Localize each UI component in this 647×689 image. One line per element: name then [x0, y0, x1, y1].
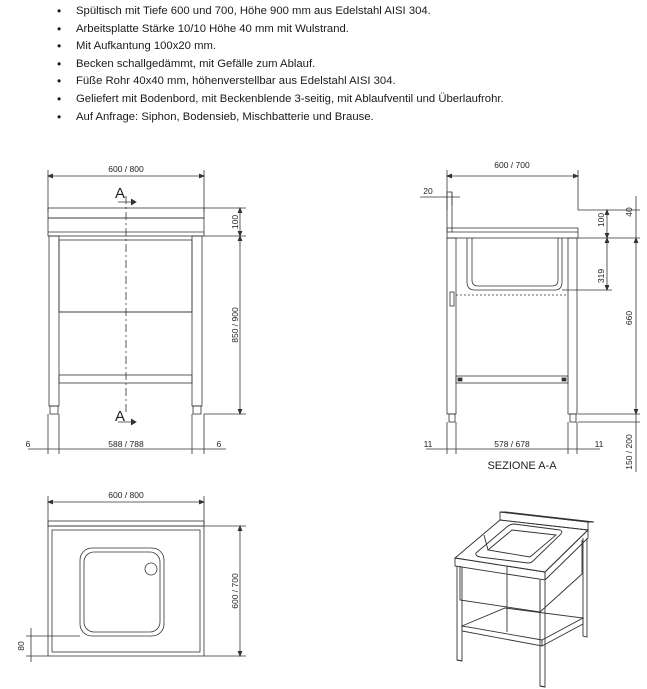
front-width-dimension: 600 / 800 [108, 164, 144, 174]
section-foot-right-dimension: 11 [594, 439, 604, 449]
front-height-dimension: 850 / 900 [230, 307, 240, 343]
isometric-sink-illustration [455, 512, 594, 687]
spec-item: • Arbeitsplatte Stärke 10/10 Höhe 40 mm mit Wulstrand. [54, 21, 504, 39]
front-top-dimension: 100 [230, 214, 240, 230]
plan-depth-dimension: 600 / 700 [230, 573, 240, 609]
section-mark-bottom: A [114, 408, 126, 425]
spec-item: • Spültisch mit Tiefe 600 und 700, Höhe 900 mm aus Edelstahl AISI 304. [54, 3, 504, 21]
spec-item: • Becken schallgedämmt, mit Gefälle zum Ablauf. [54, 56, 504, 74]
section-top-dimension: 100 [596, 212, 606, 228]
section-caption: SEZIONE A-A [487, 460, 557, 472]
section-worktop-dimension: 40 [624, 207, 634, 217]
front-inner-width-dimension: 588 / 788 [108, 439, 144, 449]
front-foot-right-dimension: 6 [216, 439, 222, 449]
spec-item: • Auf Anfrage: Siphon, Bodensieb, Mischbatterie und Brause. [54, 109, 504, 127]
section-inner-width-dimension: 578 / 678 [494, 439, 530, 449]
spec-item: • Füße Rohr 40x40 mm, höhenverstellbar aus Edelstahl AISI 304. [54, 73, 504, 91]
section-foot-adjust-dimension: 150 / 200 [624, 434, 634, 470]
plan-offset-dimension: 80 [16, 641, 26, 651]
section-view-drawing [420, 170, 640, 472]
plan-view-drawing [26, 496, 246, 662]
section-width-dimension: 600 / 700 [494, 160, 530, 170]
section-mark-top: A [114, 185, 126, 202]
section-foot-left-dimension: 11 [423, 439, 433, 449]
plan-width-dimension: 600 / 800 [108, 490, 144, 500]
front-foot-left-dimension: 6 [25, 439, 31, 449]
spec-item: • Mit Aufkantung 100x20 mm. [54, 38, 504, 56]
section-upstand-dimension: 20 [423, 186, 433, 196]
section-height-dimension: 660 [624, 310, 634, 326]
front-view-drawing [25, 170, 246, 454]
section-basin-dimension: 319 [596, 268, 606, 284]
spec-item: • Geliefert mit Bodenbord, mit Beckenblende 3-seitig, mit Ablaufventil und Überlaufrohr. [54, 91, 504, 109]
